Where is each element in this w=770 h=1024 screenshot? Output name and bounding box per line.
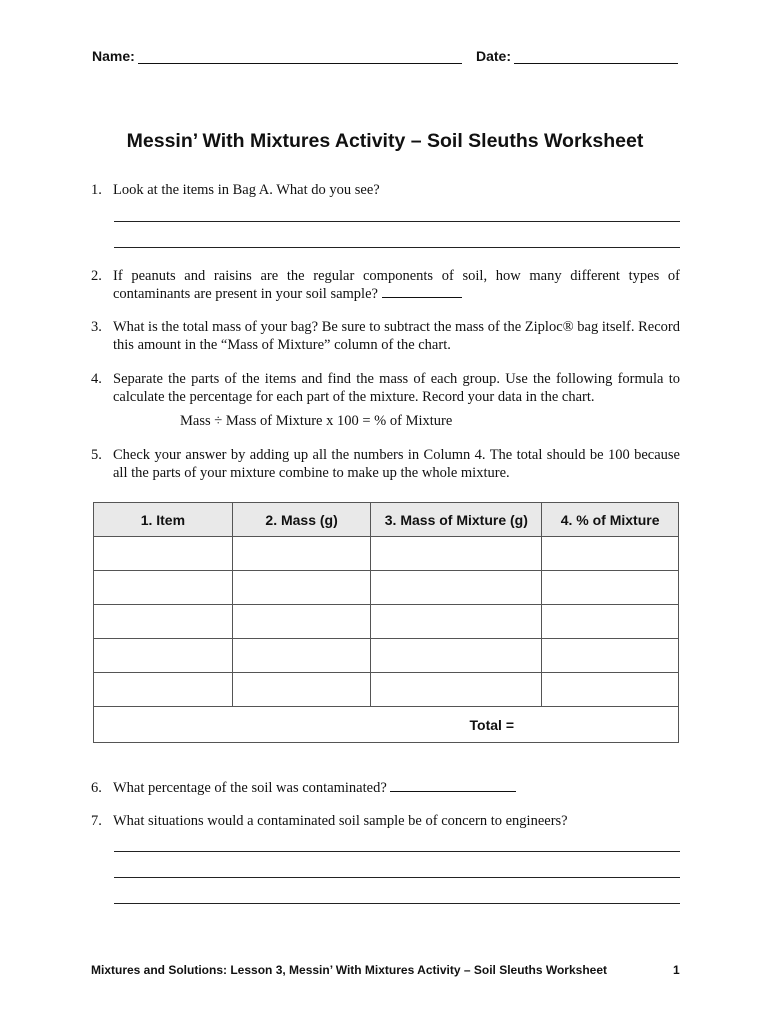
answer-blank-2[interactable] [382, 285, 462, 298]
question-7-number: 7. [91, 813, 102, 829]
table-cell[interactable] [94, 537, 233, 571]
question-2 [91, 267, 680, 303]
question-6-number: 6. [91, 780, 102, 796]
answer-line-7b[interactable] [114, 877, 680, 878]
question-5-number: 5. [91, 447, 102, 463]
table-cell[interactable] [371, 537, 542, 571]
table-cell[interactable] [232, 537, 371, 571]
question-3-number: 3. [91, 319, 102, 335]
table-total-row [94, 707, 679, 743]
question-5 [91, 446, 680, 482]
table-cell[interactable] [371, 571, 542, 605]
col-header-item: 1. Item [94, 503, 233, 537]
table-cell[interactable] [232, 639, 371, 673]
table-cell[interactable] [371, 605, 542, 639]
question-3 [91, 318, 680, 354]
question-1-number: 1. [91, 182, 102, 198]
table-cell[interactable] [232, 673, 371, 707]
question-5-text: Check your answer by adding up all the numbers in Column 4. The total should be 100 because all the parts of your mixture combine to make up the whole mixture. [113, 447, 680, 481]
table-cell[interactable] [542, 605, 679, 639]
col-header-mass-of-mixture: 3. Mass of Mixture (g) [371, 503, 542, 537]
page-number: 1 [673, 963, 680, 977]
col-header-percent: 4. % of Mixture [542, 503, 679, 537]
date-label: Date: [476, 48, 512, 64]
table-cell[interactable] [94, 639, 233, 673]
table-row [94, 537, 679, 571]
table-cell[interactable] [94, 571, 233, 605]
question-6-text: What percentage of the soil was contaminated? [113, 780, 387, 796]
answer-blank-6[interactable] [390, 779, 516, 792]
answer-line-7c[interactable] [114, 903, 680, 904]
table-cell[interactable] [371, 639, 542, 673]
question-7 [91, 812, 680, 830]
table-row [94, 639, 679, 673]
table-cell[interactable] [94, 673, 233, 707]
table-cell[interactable] [542, 571, 679, 605]
table-row [94, 571, 679, 605]
table-cell[interactable] [371, 673, 542, 707]
table-cell[interactable] [232, 605, 371, 639]
table-cell[interactable] [542, 639, 679, 673]
question-2-text: If peanuts and raisins are the regular components of soil, how many different types of contaminants are present in your soil sample? [113, 268, 680, 302]
question-1-text: Look at the items in Bag A. What do you see? [113, 182, 380, 198]
table-cell[interactable] [542, 673, 679, 707]
question-6 [91, 779, 680, 797]
worksheet-title: Messin’ With Mixtures Activity – Soil Sleuths Worksheet [126, 130, 644, 152]
question-3-text: What is the total mass of your bag? Be sure to subtract the mass of the Ziploc® bag itself. Record this amount in the “Mass of Mixture” column of the chart. [113, 319, 680, 353]
table-cell[interactable] [542, 537, 679, 571]
answer-line-1b[interactable] [114, 247, 680, 248]
footer-text: Mixtures and Solutions: Lesson 3, Messin’ With Mixtures Activity – Soil Sleuths Worksheet [91, 963, 607, 977]
table-row [94, 673, 679, 707]
table-cell[interactable] [232, 571, 371, 605]
formula: Mass ÷ Mass of Mixture x 100 = % of Mixture [180, 413, 453, 429]
date-field-line[interactable] [514, 63, 678, 64]
question-4-text: Separate the parts of the items and find the mass of each group. Use the following formula to calculate the percentage for each part of the mixture. Record your data in the chart. [113, 371, 680, 405]
col-header-mass: 2. Mass (g) [232, 503, 371, 537]
table-cell[interactable] [94, 605, 233, 639]
table-total-label: Total = [94, 707, 679, 743]
answer-line-1a[interactable] [114, 221, 680, 222]
question-7-text: What situations would a contaminated soil sample be of concern to engineers? [113, 813, 568, 829]
question-2-number: 2. [91, 268, 102, 284]
name-label: Name: [92, 48, 135, 64]
table-header-row [94, 503, 679, 537]
name-field-line[interactable] [138, 63, 462, 64]
question-4 [91, 370, 680, 406]
answer-line-7a[interactable] [114, 851, 680, 852]
data-table [93, 502, 679, 743]
table-row [94, 605, 679, 639]
question-1 [91, 181, 680, 199]
question-4-number: 4. [91, 371, 102, 387]
